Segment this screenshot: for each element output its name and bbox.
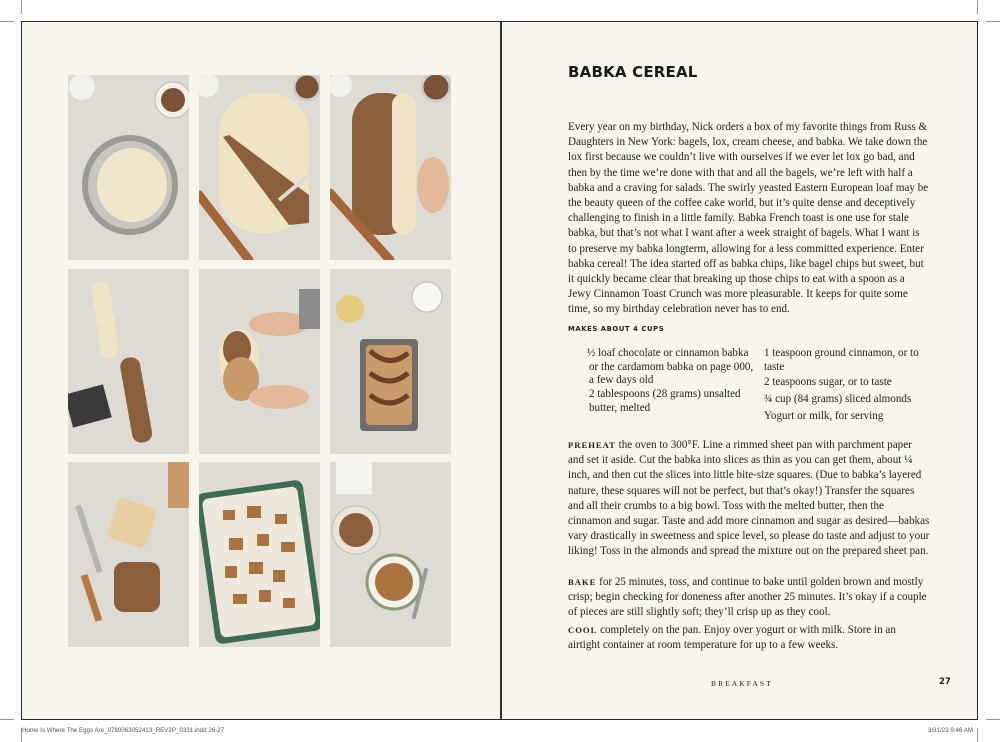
print-slug-file: Home Is Where The Eggs Are_9780063052413_REV2P_0331.indd 26-27 bbox=[22, 727, 225, 734]
crop-mark bbox=[986, 719, 1000, 720]
crop-mark bbox=[0, 21, 14, 22]
ingredient-item: ¾ cup (84 grams) sliced almonds bbox=[764, 393, 912, 405]
step-text: for 25 minutes, toss, and continue to bake until golden brown and mostly crisp; begin checking for doneness after another 25 minutes. It’s okay if a couple of pieces are still slightly soft; they’ll crisp up as they cool. bbox=[568, 576, 927, 619]
step-text: completely on the pan. Enjoy over yogurt or with milk. Store in an airtight container at room temperature for up to a few weeks. bbox=[568, 624, 896, 652]
photo-cereal-sheet-pan bbox=[199, 462, 320, 647]
crop-mark bbox=[0, 719, 14, 720]
step-cool bbox=[568, 623, 930, 653]
recipe-title: BABKA CEREAL bbox=[568, 63, 698, 81]
photo-cut-log bbox=[68, 269, 189, 454]
recipe-yield: MAKES ABOUT 4 CUPS bbox=[568, 325, 665, 333]
print-slug-timestamp: 3/31/22 9:46 AM bbox=[928, 727, 974, 734]
crop-mark bbox=[21, 0, 22, 14]
photo-dough-in-bowl bbox=[68, 75, 189, 260]
crop-mark bbox=[977, 0, 978, 14]
crop-mark bbox=[986, 21, 1000, 22]
step-lead: BAKE bbox=[568, 577, 597, 587]
ingredient-item: Yogurt or milk, for serving bbox=[764, 410, 884, 422]
step-lead: COOL bbox=[568, 625, 598, 635]
gutter bbox=[500, 22, 502, 719]
photo-twisting-babka bbox=[199, 269, 320, 454]
step-bake bbox=[568, 575, 930, 621]
photo-cereal-bowls bbox=[330, 462, 451, 647]
ingredient-item: 1 teaspoon ground cinnamon, or to taste bbox=[764, 347, 919, 373]
recipe-intro: Every year on my birthday, Nick orders a box of my favorite things from Russ & Daughters in New York: bagels, lox, cream cheese, and babka. We take down the lox first because we couldn’t live with ourselves if we ever let lox go bad, and then by the time we’re done with that and all the bagels, we’re left with half a babka and a craving for salads. The swirly yeasted Eastern European loaf may be the beauty queen of the coffee cake world, but it’s quite dense and deceptively challenging to finish in a little family. Babka French toast is one use for stale babka, but that’s not what I want after a week straight of bagels. What I want is to preserve my babka longterm, allowing for a less committed experience. Enter babka cereal! The idea started off as babka chips, like bagel chips but sweet, but it quickly became clear that breaking up those chips to eat with a spoon as a Jewy Cinnamon Toast Crunch was more pleasurable. It keeps for quite some time, so my birthday celebration never has to end. bbox=[568, 121, 929, 316]
page-number: 27 bbox=[939, 677, 951, 687]
crop-mark bbox=[977, 728, 978, 742]
step-preheat bbox=[568, 438, 930, 560]
photo-babka-in-pan bbox=[330, 269, 451, 454]
photo-sliced-babka bbox=[68, 462, 189, 647]
ingredient-item: 2 teaspoons sugar, or to taste bbox=[764, 376, 892, 388]
ingredient-item: 2 tablespoons (28 grams) unsalted butter, melted bbox=[589, 388, 741, 414]
step-lead: PREHEAT bbox=[568, 440, 616, 450]
running-footer: BREAKFAST bbox=[711, 679, 773, 688]
ingredient-item: ½ loaf chocolate or cinnamon babka or the cardamom babka on page 000, a few days old bbox=[587, 347, 754, 387]
photo-rolling-dough bbox=[330, 75, 451, 260]
step-text: the oven to 300°F. Line a rimmed sheet pan with parchment paper and set it aside. Cut the babka into slices as thin as you can get them, about ¼ inch, and then cut the slices into little bite-size squares. (Due to babka’s layered nature, these squares will not be perfect, but that’s okay!) Transfer the squares and all their crumbs to a big bowl. Toss with the melted butter, then the cinnamon and sugar. Taste and add more cinnamon and sugar as desired—babkas vary drastically in sweetness and spice level, so please do taste and adjust to your liking! Toss in the almonds and spread the mixture out on the prepared sheet pan. bbox=[568, 439, 930, 558]
photo-spreading-filling bbox=[199, 75, 320, 260]
